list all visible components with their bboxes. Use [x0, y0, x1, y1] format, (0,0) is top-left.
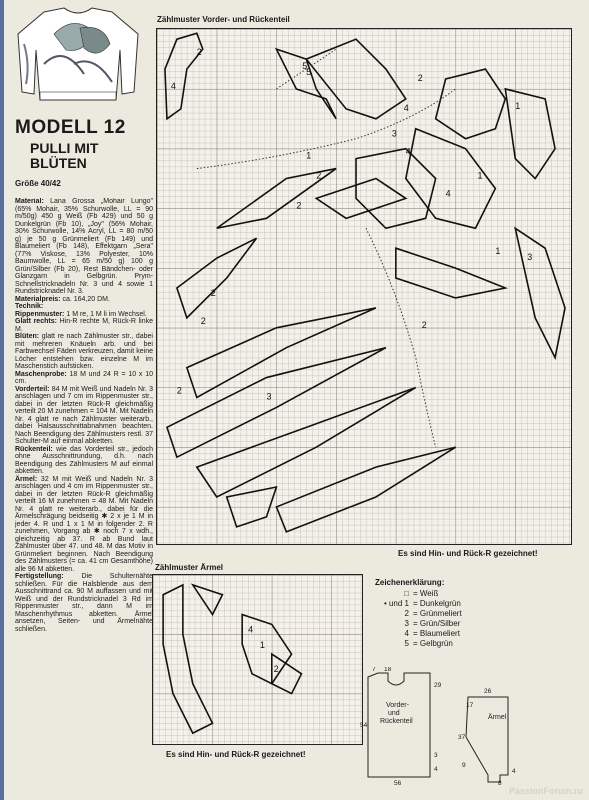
chart-color-number: 2	[210, 287, 216, 298]
main-chart-note: Es sind Hin- und Rück-R gezeichnet!	[398, 549, 538, 558]
legend-item	[375, 629, 575, 639]
schematic-dimension: 26	[484, 688, 492, 695]
chart-color-number: 2	[196, 47, 202, 58]
chart-color-number: 2	[417, 72, 423, 83]
page-edge-strip	[0, 0, 4, 800]
chart-color-number: 4	[248, 624, 254, 635]
chart-color-number: 4	[403, 102, 409, 113]
instruction-text: ca. 164,20 DM.	[60, 295, 110, 303]
instruction-text: glatt re nach Zählmuster str., dabei mit mehreren Knäueln arb. und bei Farbwechsel Fäden verkreuzen, damit keine Löcher entstehen bzw. einzelne M im Maschenstich aufsticken.	[15, 333, 153, 370]
chart-color-number: 4	[170, 80, 176, 91]
chart-color-number: 1	[259, 640, 265, 651]
schematic-dimension: 18	[384, 667, 392, 673]
instruction-paragraph	[15, 198, 153, 296]
legend-symbol: • und 1	[383, 599, 409, 608]
legend-item	[375, 599, 575, 609]
instruction-label: Rückenteil:	[15, 445, 53, 453]
instruction-text: 1 M re, 1 M li im Wechsel.	[64, 310, 147, 318]
instructions-text	[15, 198, 153, 784]
chart-color-number: 4	[445, 188, 451, 199]
instruction-label: Fertigstellung:	[15, 573, 64, 580]
schematic-dimension: 17	[466, 702, 474, 709]
chart-color-number: 2	[176, 385, 182, 396]
instruction-paragraph	[15, 476, 153, 574]
subtitle-line-1: PULLI MIT	[30, 140, 99, 156]
instruction-text: 18 M und 24 R = 10 x 10 cm.	[15, 370, 153, 385]
legend-label: = Dunkelgrün	[413, 599, 461, 608]
instruction-text: Die Schulternähte schließen. Für die Halsblende aus dem Ausschnittrand ca. 90 M auffassen und mit Weiß und der Rundstricknadel 3 Rd im Rippenmuster str., dann M im Maschenrhythmus abketten. Ärmel ansetzen, Seiten- und Ärmelnähte schließen.	[15, 573, 153, 633]
instruction-label: Technik:	[15, 303, 44, 310]
chart-color-number: 1	[515, 100, 521, 111]
instruction-text: Lana Grossa „Mohair Lungo" (65% Mohair, 35% Schurwolle, LL = 90 m/50g) 450 g Weiß (Fb 429) und 50 g Dunkelgrün (Fb 10), „Joy" (56% Mohair, 30% Schurwolle, 14% Acryl, LL = 80 m/50 g) je 50 g Grünmeliert (Fb 149) und Blaumeliert (Fb 148), Effektgarn „Sera" (77% Viskose, 13% Polyester, 10% Baumwolle, LL = 65 m/50 g) 100 g Grün/Silber (Fb 20), Rest Bändchen- oder Glanzgarn in Gelbgrün. Prym-Schnellstricknadeln Nr. 3 und 4 sowie 1 Rundstricknadel Nr. 3.	[15, 198, 153, 295]
chart-color-number: 3	[527, 252, 533, 263]
chart-color-number: 5	[306, 67, 312, 78]
chart-color-number: 1	[306, 150, 312, 161]
schematic-front-label-1: Vorder-	[386, 702, 409, 709]
instruction-paragraph	[15, 333, 153, 371]
schematic-dimension: 4	[512, 768, 516, 775]
schematic-dimension: 9	[462, 762, 466, 769]
schematic-dimension: 29	[434, 682, 442, 689]
instruction-paragraph	[15, 311, 153, 319]
schematic-dimension: 56	[394, 780, 402, 787]
schematic-dimension: 4	[434, 766, 438, 773]
chart-color-number: 2	[316, 170, 322, 181]
sleeve-knitting-chart	[152, 574, 363, 745]
instruction-label: Glatt rechts:	[15, 318, 57, 325]
schematic-dimension: 3	[434, 752, 438, 759]
legend	[375, 578, 575, 649]
instruction-text: 84 M mit Weiß und Nadeln Nr. 3 anschlagen und 7 cm im Rippenmuster str., dabei in der letzten Rück-R gleichmäßig verteilt 20 M zunehmen = 104 M. Mit Nadeln Nr. 4 glatt re nach Zählmuster weiterarb., dabei Halsausschnittabnahmen beachten. Nach Beendigung des Zählmusters restl. 37 Schulter-M auf einmal abketten.	[15, 385, 153, 445]
legend-title: Zeichenerklärung:	[375, 578, 445, 587]
chart-color-number: 2	[200, 315, 206, 326]
instruction-paragraph	[15, 573, 153, 633]
legend-item	[375, 589, 575, 599]
subtitle-line-2: BLÜTEN	[30, 155, 87, 171]
chart-color-number: 5	[302, 61, 308, 72]
legend-symbol: 4	[404, 629, 409, 638]
schematic-dimension: 54	[360, 722, 368, 729]
instruction-label: Materialpreis:	[15, 295, 61, 303]
legend-symbol: 3	[404, 619, 409, 628]
instruction-text: wie das Vorderteil str., jedoch ohne Ausschnittrundung, d.h. nach Beendigung des Zählmusters M auf einmal abketten.	[15, 445, 153, 475]
main-knitting-chart	[156, 28, 572, 545]
schematic-dimension: 37	[458, 734, 466, 741]
instruction-label: Ärmel:	[15, 475, 38, 483]
instruction-paragraph	[15, 303, 153, 311]
instruction-text: Hin-R rechte M, Rück-R linke M.	[15, 318, 153, 333]
schematic-dimension: 7	[372, 667, 376, 673]
instruction-paragraph	[15, 318, 153, 333]
watermark: PassionForum.ru	[508, 786, 583, 796]
legend-label: = Weiß	[413, 589, 439, 598]
schematic-front-label-3: Rückenteil	[380, 718, 413, 725]
chart-color-number: 2	[421, 319, 427, 330]
instruction-label: Material:	[15, 198, 44, 205]
legend-label: = Blaumeliert	[413, 629, 460, 638]
instruction-paragraph	[15, 296, 153, 304]
garment-schematic	[358, 667, 578, 787]
instruction-paragraph	[15, 386, 153, 446]
chart-color-number: 1	[477, 170, 483, 181]
schematic-dimensions	[360, 667, 516, 787]
instruction-label: Rippenmuster:	[15, 310, 65, 318]
size-info: Größe 40/42	[15, 179, 61, 188]
legend-label: = Grünmeliert	[413, 609, 462, 618]
legend-symbol: 5	[404, 639, 409, 648]
instruction-paragraph	[15, 371, 153, 386]
chart-color-number: 4	[405, 146, 411, 157]
schematic-sleeve-label: Ärmel	[488, 714, 507, 721]
legend-items	[375, 589, 575, 649]
chart-color-number: 2	[296, 200, 302, 211]
legend-item	[375, 639, 575, 649]
chart-color-number: 2	[273, 663, 279, 674]
instruction-label: Maschenprobe:	[15, 370, 67, 378]
sleeve-chart-title: Zählmuster Ärmel	[155, 563, 224, 572]
legend-item	[375, 619, 575, 629]
instruction-paragraph	[15, 446, 153, 476]
schematic-dimension: 8	[498, 780, 502, 787]
legend-symbol: 2	[404, 609, 409, 618]
legend-label: = Gelbgrün	[413, 639, 453, 648]
instruction-label: Blüten:	[15, 333, 40, 340]
chart-color-number: 3	[266, 391, 272, 402]
model-title: MODELL 12	[15, 117, 126, 138]
chart-color-number: 1	[495, 246, 501, 257]
sleeve-chart-note: Es sind Hin- und Rück-R gezeichnet!	[166, 750, 306, 759]
model-subtitle	[30, 141, 98, 171]
instruction-text: 32 M mit Weiß und Nadeln Nr. 3 anschlagen und 4 cm im Rippenmuster str., dabei in der letzten Rück-R gleichmäßig verteilt 16 M zunehmen = 48 M. Mit Nadeln Nr. 4 glatt re weiterarb., dabei für die Ärmelschrägung beidseitig ✱ 2 x je 1 M in jeder 4. R und 1 x 1 M in folgender 2. R zunehmen, Vorgang ab ✱ noch 7 x wdh., gleichzeitig ab 37. R ab Bund laut Zählmuster über 47. und 48. M das Motiv in Grünmeliert beginnen. Nach Beendigung des Zählmusters (= ca. 41 cm Gesamthöhe) alle 96 M abketten.	[15, 475, 153, 573]
legend-label: = Grün/Silber	[413, 619, 461, 628]
legend-item	[375, 609, 575, 619]
chart-color-number: 3	[391, 128, 397, 139]
main-chart-title: Zählmuster Vorder- und Rückenteil	[157, 15, 290, 24]
instruction-label: Vorderteil:	[15, 385, 50, 393]
legend-symbol: □	[404, 589, 409, 598]
sweater-illustration	[14, 4, 142, 104]
schematic-front-label-2: und	[388, 710, 400, 717]
